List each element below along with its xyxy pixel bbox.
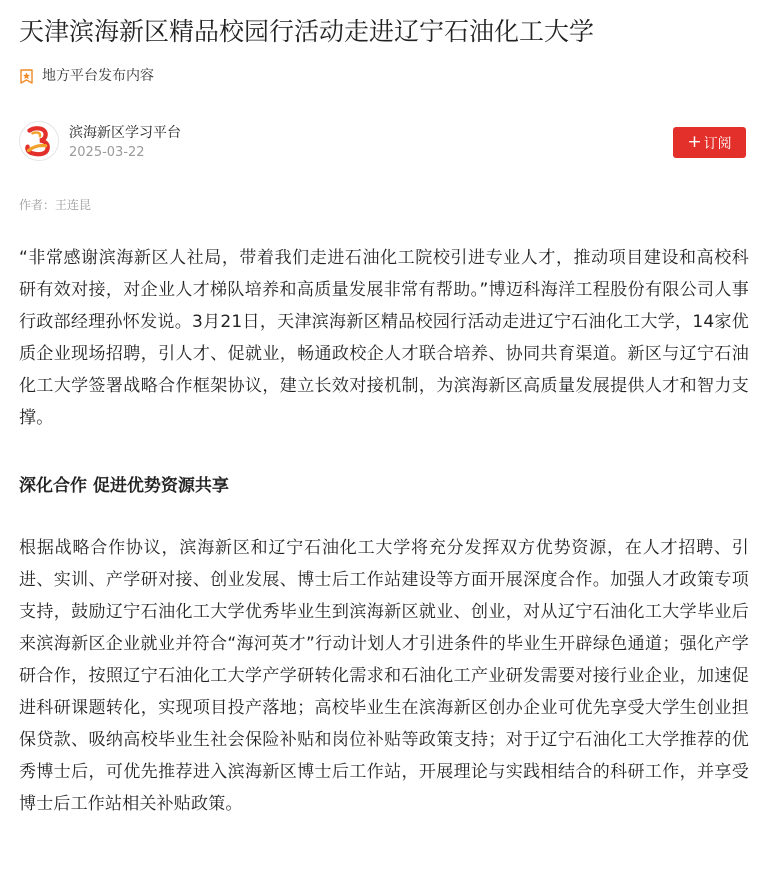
section-heading: 深化合作 促进优势资源共享 bbox=[19, 476, 229, 496]
source-tag bbox=[19, 66, 154, 86]
publish-date: 2025-03-22 bbox=[69, 145, 145, 160]
article-paragraph: “非常感谢滨海新区人社局，带着我们走进石油化工院校引进专业人才，推动项目建设和高校科研有效对接，对企业人才梯队培养和高质量发展非常有帮助。”博迈科海洋工程股份有限公司人事行政部经理孙怀发说。3月21日，天津滨海新区精品校园行活动走进辽宁石油化工大学，14家优质企业现场招聘，引人才、促就业，畅通政校企人才联合培养、协同共育渠道。新区与辽宁石油化工大学签署战略合作框架协议，建立长效对接机制，为滨海新区高质量发展提供人才和智力支撑。 bbox=[19, 248, 749, 428]
plus-icon: + bbox=[687, 132, 702, 152]
article-byline: 作者：王连昆 bbox=[19, 198, 92, 212]
platform-logo-b-icon bbox=[20, 122, 58, 160]
avatar[interactable] bbox=[19, 121, 59, 161]
source-tag-label: 地方平台发布内容 bbox=[42, 68, 154, 84]
star-badge-icon bbox=[19, 69, 34, 84]
author-account-name[interactable]: 滨海新区学习平台 bbox=[69, 125, 181, 141]
subscribe-button[interactable] bbox=[673, 127, 746, 158]
article-paragraph: 根据战略合作协议，滨海新区和辽宁石油化工大学将充分发挥双方优势资源，在人才招聘、引进、实训、产学研对接、创业发展、博士后工作站建设等方面开展深度合作。加强人才政策专项支持，鼓励辽宁石油化工大学优秀毕业生到滨海新区就业、创业，对从辽宁石油化工大学毕业后来滨海新区企业就业并符合“海河英才”行动计划人才引进条件的毕业生开辟绿色通道；强化产学研合作，按照辽宁石油化工大学产学研转化需求和石油化工产业研发需要对接行业企业，加速促进科研课题转化，实现项目投产落地；高校毕业生在滨海新区创办企业可优先享受大学生创业担保贷款、吸纳高校毕业生社会保险补贴和岗位补贴等政策支持；对于辽宁石油化工大学推荐的优秀博士后，可优先推荐进入滨海新区博士后工作站，开展理论与实践相结合的科研工作，并享受博士后工作站相关补贴政策。 bbox=[19, 538, 749, 814]
article-title: 天津滨海新区精品校园行活动走进辽宁石油化工大学 bbox=[19, 17, 595, 46]
author-bar bbox=[19, 120, 746, 166]
subscribe-label: 订阅 bbox=[703, 135, 732, 152]
article-body bbox=[19, 242, 749, 820]
